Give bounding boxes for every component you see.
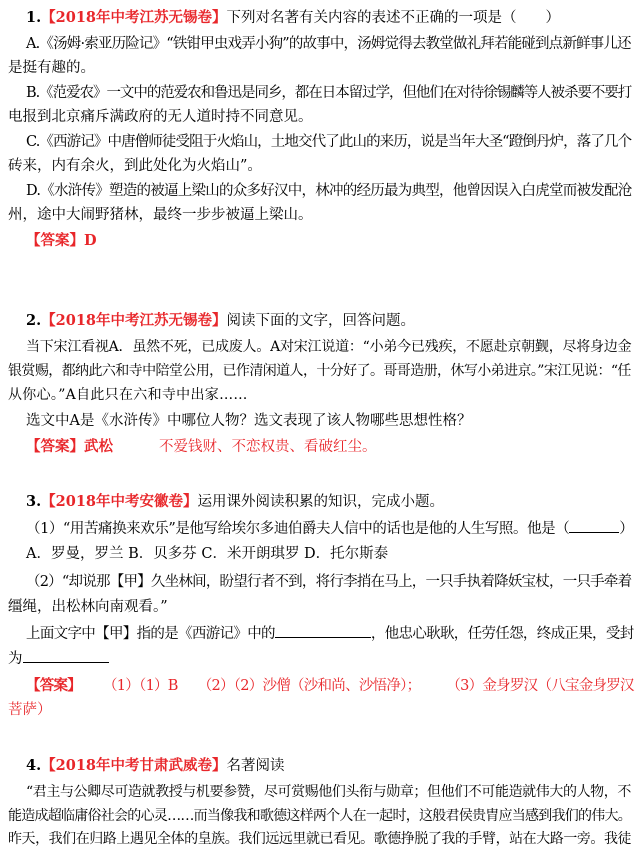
q2-question: 选文中A是《水浒传》中哪位人物？选文表现了该人物哪些思想性格？ [26, 413, 472, 429]
q2-stem-line [26, 311, 632, 331]
q2-answer-label: 【答案】武松 [26, 438, 113, 455]
q1-stem-line [26, 8, 632, 28]
q1-option-c-line1: C.《西游记》中唐僧师徒受阻于火焰山，土地交代了此山的来历，说是当年大圣“蹬倒丹炉，落了几个 [26, 134, 632, 150]
q4-passage-line1: “君主与公卿尽可造就教授与机要参赞，尽可赏赐他们头衔与勋章；但他们不可能造就伟大的人物，不 [26, 784, 631, 800]
q3-answer-line [26, 676, 632, 696]
q2-source: 【2018年中考江苏无锡卷】 [41, 312, 227, 329]
q1-option-b-line1: B.《范爱农》一文中的范爱农和鲁迅是同乡，都在日本留过学，但他们在对待徐锡麟等人被杀要不要打 [26, 85, 632, 101]
q2-answer-text: 不爱钱财、不恋权贵、看破红尘。 [159, 439, 377, 455]
q3-answer-3: （3）金身罗汉（八宝金身罗汉 [446, 678, 634, 694]
q3-sub1-close: ） [619, 521, 634, 537]
q1-number: 1. [26, 9, 42, 26]
q3-sub1-blank [569, 518, 619, 533]
q2-stem: 阅读下面的文字，回答问题。 [226, 313, 415, 329]
q3-sub1-text: （1）“用苦痛换来欢乐”是他写给埃尔多迪伯爵夫人信中的话也是他的人生写照。他是（ [26, 521, 570, 537]
q1-option-d-line1: D.《水浒传》塑造的被逼上梁山的众多好汉中，林冲的经历最为典型，他曾因误入白虎堂而被发配沧 [26, 183, 632, 199]
q3-sub2-blank2 [23, 648, 109, 663]
q3-sub2-line2: 缰绳，出松林向南观看。” [8, 599, 168, 615]
q2-passage-line2: 银赏赐，都纳此六和寺中陪堂公用，已作清闲道人，十分好了。哥哥造册，休写小弟进京。”宋江见说：“任 [8, 363, 631, 379]
q3-number: 3. [26, 493, 42, 510]
q1-option-b-line2: 电报到北京痛斥满政府的无人道时持不同意见。 [8, 109, 313, 125]
q2-passage-line3: 从你心。”A自此只在六和寺中出家…… [8, 387, 248, 403]
q1-answer: 【答案】D [26, 232, 97, 249]
q3-answer-1: （1）（1）B [103, 678, 178, 694]
q3-sub2-blank1 [275, 623, 371, 638]
q1-option-c-line2: 砖来，内有余火，到此处化为火焰山”。 [8, 158, 262, 174]
q3-answer-label: 【答案】 [26, 677, 82, 694]
q1-option-a-line1: A.《汤姆·索亚历险记》“铁钳甲虫戏弄小狗”的故事中，汤姆觉得去教堂做礼拜若能碰到点新鲜事儿还 [26, 36, 631, 52]
q1-option-a-line2: 是挺有趣的。 [8, 60, 95, 76]
q3-sub2-text-b: ，他忠心耿耿，任劳任怨，终成正果，受封 [370, 626, 634, 642]
q3-options: A．罗曼，罗兰 B．贝多芬 C．米开朗琪罗 D．托尔斯泰 [26, 546, 389, 562]
q4-stem: 名著阅读 [226, 758, 285, 774]
q2-passage-line1: 当下宋江看视A．虽然不死，已成废人。A对宋江说道：“小弟今已残疾，不愿赴京朝觐，尽将身边金 [26, 339, 632, 355]
q4-passage-line2: 能造成超临庸俗社会的心灵……而当像我和歌德这样两个人在一起时，这般君侯贵胄应当感到我们的伟大。 [8, 808, 632, 824]
q4-source: 【2018年中考甘肃武威卷】 [41, 757, 227, 774]
q3-stem: 运用课外阅读积累的知识，完成小题。 [197, 494, 444, 510]
q1-option-d-line2: 州，途中大闹野猪林，最终一步步被逼上梁山。 [8, 207, 313, 223]
q3-answer-line2: 菩萨） [8, 702, 52, 718]
q2-answer-line [26, 437, 632, 457]
q1-source: 【2018年中考江苏无锡卷】 [41, 9, 227, 26]
q4-stem-line [26, 756, 632, 776]
q3-sub2-line3 [26, 623, 632, 644]
q3-sub2-text-c: 为 [8, 651, 23, 667]
q4-number: 4. [26, 757, 42, 774]
q1-stem: 下列对名著有关内容的表述不正确的一项是（ ） [226, 10, 560, 26]
q2-number: 2. [26, 312, 42, 329]
q3-sub2-text-a: 上面文字中【甲】指的是《西游记》中的 [26, 626, 275, 642]
q3-source: 【2018年中考安徽卷】 [41, 493, 198, 510]
q3-answer-2: （2）（2）沙僧（沙和尚、沙悟净）； [197, 678, 421, 694]
q3-sub2-line4 [8, 648, 632, 669]
q4-passage-line3: 昨天，我们在归路上遇见全体的皇族。我们远远里就已看见。歌德挣脱了我的手臂，站在大路一旁。我徒 [8, 831, 632, 847]
q3-sub1-line [26, 518, 632, 539]
q3-stem-line [26, 492, 632, 512]
q3-sub2-line1: （2）“却说那【甲】久坐林间，盼望行者不到，将行李捎在马上，一只手执着降妖宝杖，一只手牵着 [26, 574, 632, 590]
